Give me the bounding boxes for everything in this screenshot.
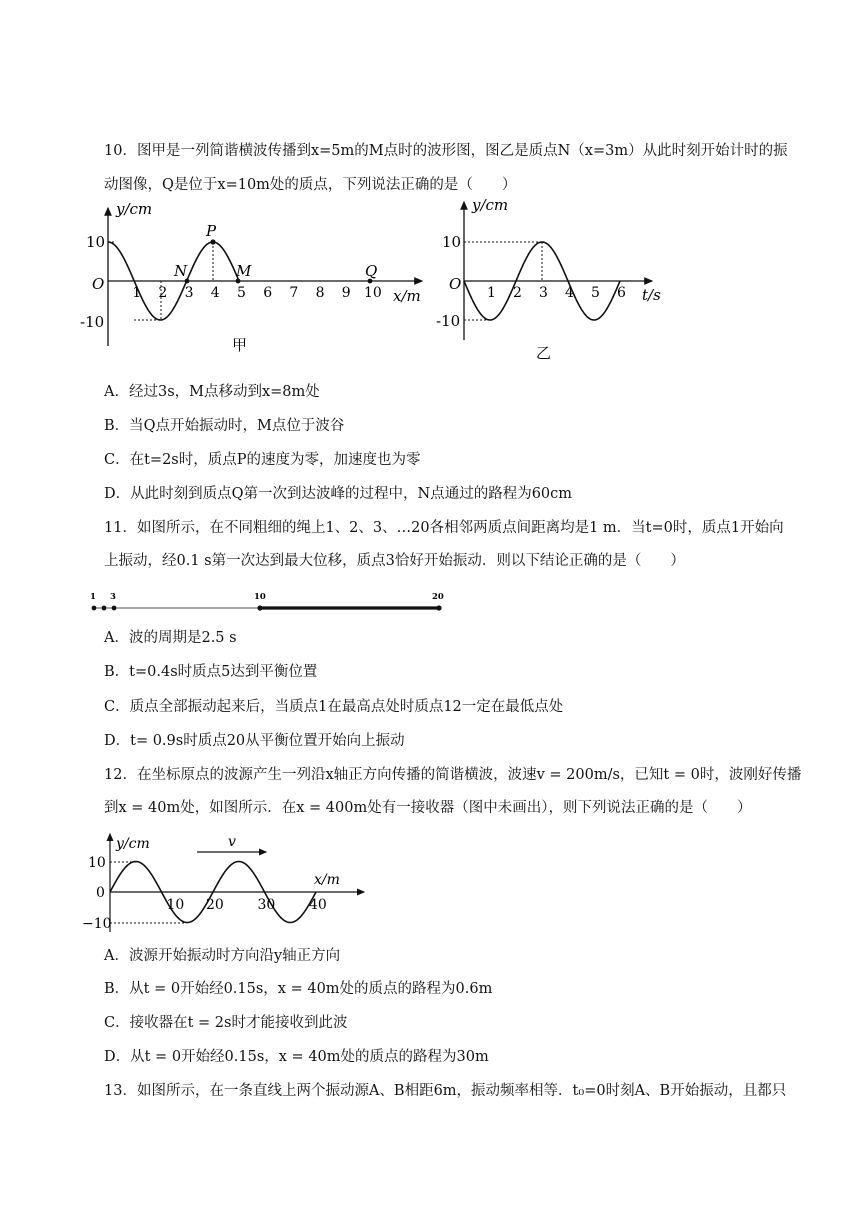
q10-option-a[interactable]: A．经过3s，M点移动到x=8m处: [104, 384, 320, 400]
q10-stem-line1: 10．图甲是一列简谐横波传播到x=5m的M点时的波形图，图乙是质点N（x=3m）从此时刻开始计时的振: [104, 143, 788, 159]
yi-xtick-6: 6: [617, 285, 626, 301]
q11-stem-line1: 11．如图所示，在不同粗细的绳上1、2、3、…20各相邻两质点间距离均是1 m．当t=0时，质点1开始向: [104, 520, 784, 536]
jia-xtick-4: 4: [210, 285, 220, 301]
rope-label-1: 1: [90, 592, 96, 602]
q10-stem-line2: 动图像，Q是位于x=10m处的质点，下列说法正确的是（ ）: [104, 177, 517, 193]
q12-xtick-40: 40: [309, 897, 327, 913]
q10-option-b[interactable]: B．当Q点开始振动时，M点位于波谷: [104, 418, 345, 434]
yi-ytick-10: 10: [442, 233, 462, 251]
yi-xtick-3: 3: [539, 285, 548, 301]
q12-option-b[interactable]: B．从t = 0开始经0.15s，x = 40m处的质点的路程为0.6m: [104, 981, 493, 997]
q12-xtick-30: 30: [257, 897, 276, 913]
jia-xtick-3: 3: [184, 285, 194, 301]
q11-rope-figure: [85, 588, 450, 618]
q11-option-b[interactable]: B．t=0.4s时质点5达到平衡位置: [104, 664, 318, 680]
yi-xlabel: t/s: [642, 286, 661, 304]
jia-xtick-2: 2: [158, 285, 168, 301]
jia-xtick-10: 10: [364, 285, 382, 301]
rope-label-10: 10: [254, 592, 266, 602]
yi-caption: 乙: [536, 344, 552, 362]
q12-xlabel: x/m: [314, 872, 340, 888]
yi-ylabel: y/cm: [472, 196, 509, 214]
q12-ytick-0: 0: [96, 885, 105, 901]
jia-xtick-8: 8: [315, 285, 325, 301]
yi-ytick-neg10: -10: [436, 312, 461, 330]
jia-xtick-1: 1: [132, 285, 142, 301]
q12-xtick-10: 10: [166, 897, 185, 913]
jia-point-n: N: [174, 262, 188, 280]
q11-option-a[interactable]: A．波的周期是2.5 s: [104, 630, 237, 646]
q12-stem-line1: 12．在坐标原点的波源产生一列沿x轴正方向传播的简谐横波，波速v = 200m/s，已知t = 0时，波刚好传播: [104, 767, 802, 783]
jia-caption: 甲: [232, 336, 248, 354]
jia-point-p: P: [206, 222, 217, 240]
q12-ytick-10: 10: [88, 855, 106, 871]
yi-xtick-5: 5: [591, 285, 600, 301]
yi-xtick-1: 1: [487, 285, 496, 301]
jia-xtick-9: 9: [341, 285, 351, 301]
q12-ytick-neg10: −10: [82, 916, 112, 932]
jia-xtick-6: 6: [263, 285, 273, 301]
q12-option-a[interactable]: A．波源开始振动时方向沿y轴正方向: [104, 948, 341, 964]
q12-ylabel: y/cm: [116, 836, 150, 852]
q13-stem-line1: 13．如图所示，在一条直线上两个振动源A、B相距6m，振动频率相等．t₀=0时刻A、B开始振动，且都只: [104, 1083, 787, 1099]
jia-xtick-5: 5: [237, 285, 246, 301]
q12-wave-figure: [82, 826, 372, 944]
jia-ylabel: y/cm: [116, 200, 153, 218]
yi-xtick-2: 2: [513, 285, 522, 301]
q12-stem-line2: 到x = 40m处，如图所示．在x = 400m处有一接收器（图中未画出），则下列说法正确的是（ ）: [104, 800, 752, 816]
jia-xtick-7: 7: [289, 285, 299, 301]
rope-label-20: 20: [432, 592, 444, 602]
q11-option-c[interactable]: C．质点全部振动起来后，当质点1在最高点处时质点12一定在最低点处: [104, 699, 564, 715]
yi-origin: O: [449, 275, 462, 293]
jia-ytick-neg10: -10: [80, 313, 105, 331]
q12-option-c[interactable]: C．接收器在t = 2s时才能接收到此波: [104, 1015, 348, 1031]
q10-figure-jia: [80, 198, 430, 363]
jia-ytick-10: 10: [86, 233, 106, 251]
jia-point-m: M: [236, 262, 252, 280]
rope-label-3: 3: [110, 592, 116, 602]
q10-figure-yi: [432, 192, 672, 367]
yi-xtick-4: 4: [565, 285, 574, 301]
jia-origin: O: [92, 275, 105, 293]
q10-option-d[interactable]: D．从此时刻到质点Q第一次到达波峰的过程中，N点通过的路程为60cm: [104, 486, 573, 502]
q11-option-d[interactable]: D．t= 0.9s时质点20从平衡位置开始向上振动: [104, 733, 405, 749]
q10-option-c[interactable]: C．在t=2s时，质点P的速度为零，加速度也为零: [104, 452, 421, 468]
jia-point-q: Q: [365, 262, 378, 280]
q12-velocity: v: [228, 834, 236, 850]
q11-stem-line2: 上振动，经0.1 s第一次达到最大位移，质点3恰好开始振动．则以下结论正确的是（ ）: [104, 553, 685, 569]
jia-xlabel: x/m: [393, 287, 421, 305]
q12-xtick-20: 20: [206, 897, 224, 913]
q12-option-d[interactable]: D．从t = 0开始经0.15s，x = 40m处的质点的路程为30m: [104, 1049, 489, 1065]
